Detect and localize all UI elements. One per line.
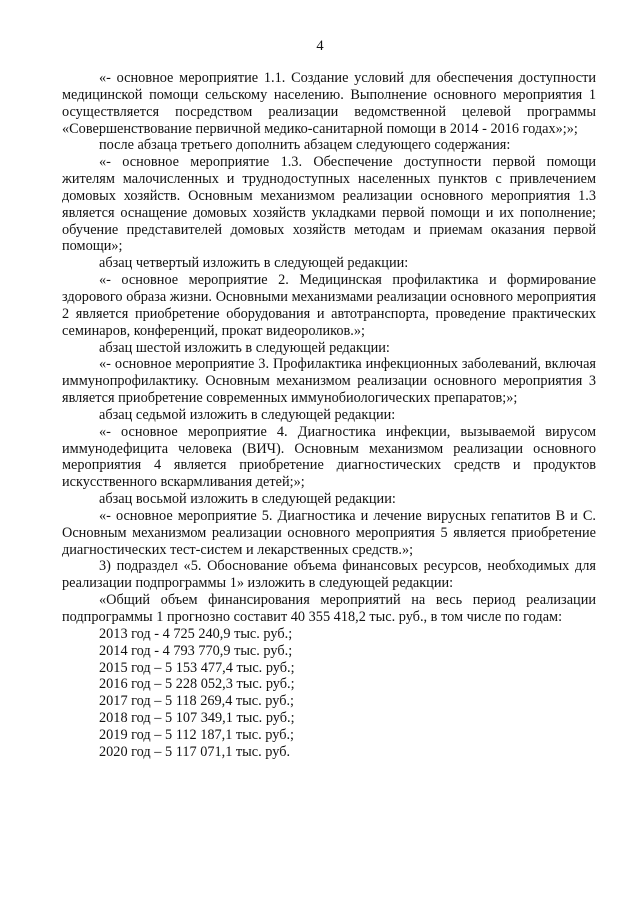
paragraph-seventh-edit: абзац седьмой изложить в следующей редакции: xyxy=(99,406,396,423)
document-body xyxy=(62,70,596,761)
paragraph-measure-4: «- основное мероприятие 4. Диагностика инфекции, вызываемой вирусом иммунодефицита человека (ВИЧ). Основным механизмом реализации основного мероприятия 4 является приобретение диагностических средств и продуктов искусственного вскармливания детей;»; xyxy=(62,423,596,491)
paragraph-total-funding: «Общий объем финансирования мероприятий на весь период реализации подпрограммы 1 прогнозно составит 40 355 418,2 тыс. руб., в том числе по годам: xyxy=(62,592,596,625)
funding-year-2018: 2018 год – 5 107 349,1 тыс. руб.; xyxy=(99,710,295,727)
page-number: 4 xyxy=(316,38,324,54)
funding-year-2015: 2015 год – 5 153 477,4 тыс. руб.; xyxy=(99,659,295,676)
paragraph-measure-1-1: «- основное мероприятие 1.1. Создание условий для обеспечения доступности медицинской помощи сельскому населению. Выполнение основного мероприятия 1 осуществляется посредством реализации ведомственной целевой программы «Совершенствование первичной медико-санитарной помощи в 2014 - 2016 годах»;»; xyxy=(62,70,596,137)
paragraph-measure-5: «- основное мероприятие 5. Диагностика и лечение вирусных гепатитов В и С. Основным механизмом реализации основного мероприятия 5 является приобретение диагностических тест-систем и лекарственных средств.»; xyxy=(62,507,596,558)
paragraph-insert-after-third: после абзаца третьего дополнить абзацем следующего содержания: xyxy=(99,137,511,154)
paragraph-measure-1-3: «- основное мероприятие 1.3. Обеспечение доступности первой помощи жителям малочисленных и труднодоступных населенных пунктов с привлечением домовых хозяйств. Основным механизмом реализации основного мероприятия 1.3 является оснащение домовых хозяйств укладками первой помощи и их пополнение; обучение представителей домовых хозяйств методам и приемам оказания первой помощи»; xyxy=(62,154,596,255)
paragraph-measure-3: «- основное мероприятие 3. Профилактика инфекционных заболеваний, включая иммунопрофилактику. Основным механизмом реализации основного мероприятия 3 является приобретение современных иммунобиологических препаратов;»; xyxy=(62,356,596,407)
funding-year-2017: 2017 год – 5 118 269,4 тыс. руб.; xyxy=(99,693,295,710)
paragraph-sixth-edit: абзац шестой изложить в следующей редакции: xyxy=(99,339,390,356)
funding-year-2020: 2020 год – 5 117 071,1 тыс. руб. xyxy=(99,743,291,760)
funding-year-2014: 2014 год - 4 793 770,9 тыс. руб.; xyxy=(99,642,293,659)
funding-year-2016: 2016 год – 5 228 052,3 тыс. руб.; xyxy=(99,676,295,693)
paragraph-measure-2: «- основное мероприятие 2. Медицинская профилактика и формирование здорового образа жизни. Основными механизмами реализации основного мероприятия 2 является приобретение оборудования и автотранспорта, проведение практических семинаров, конференций, прокат видеороликов.»; xyxy=(62,272,596,339)
funding-year-2013: 2013 год - 4 725 240,9 тыс. руб.; xyxy=(99,625,293,642)
paragraph-fourth-edit: абзац четвертый изложить в следующей редакции: xyxy=(99,255,409,272)
paragraph-subsection-5: 3) подраздел «5. Обоснование объема финансовых ресурсов, необходимых для реализации подпрограммы 1» изложить в следующей редакции: xyxy=(62,558,596,592)
paragraph-eighth-edit: абзац восьмой изложить в следующей редакции: xyxy=(99,491,396,508)
funding-year-2019: 2019 год – 5 112 187,1 тыс. руб.; xyxy=(99,726,295,743)
